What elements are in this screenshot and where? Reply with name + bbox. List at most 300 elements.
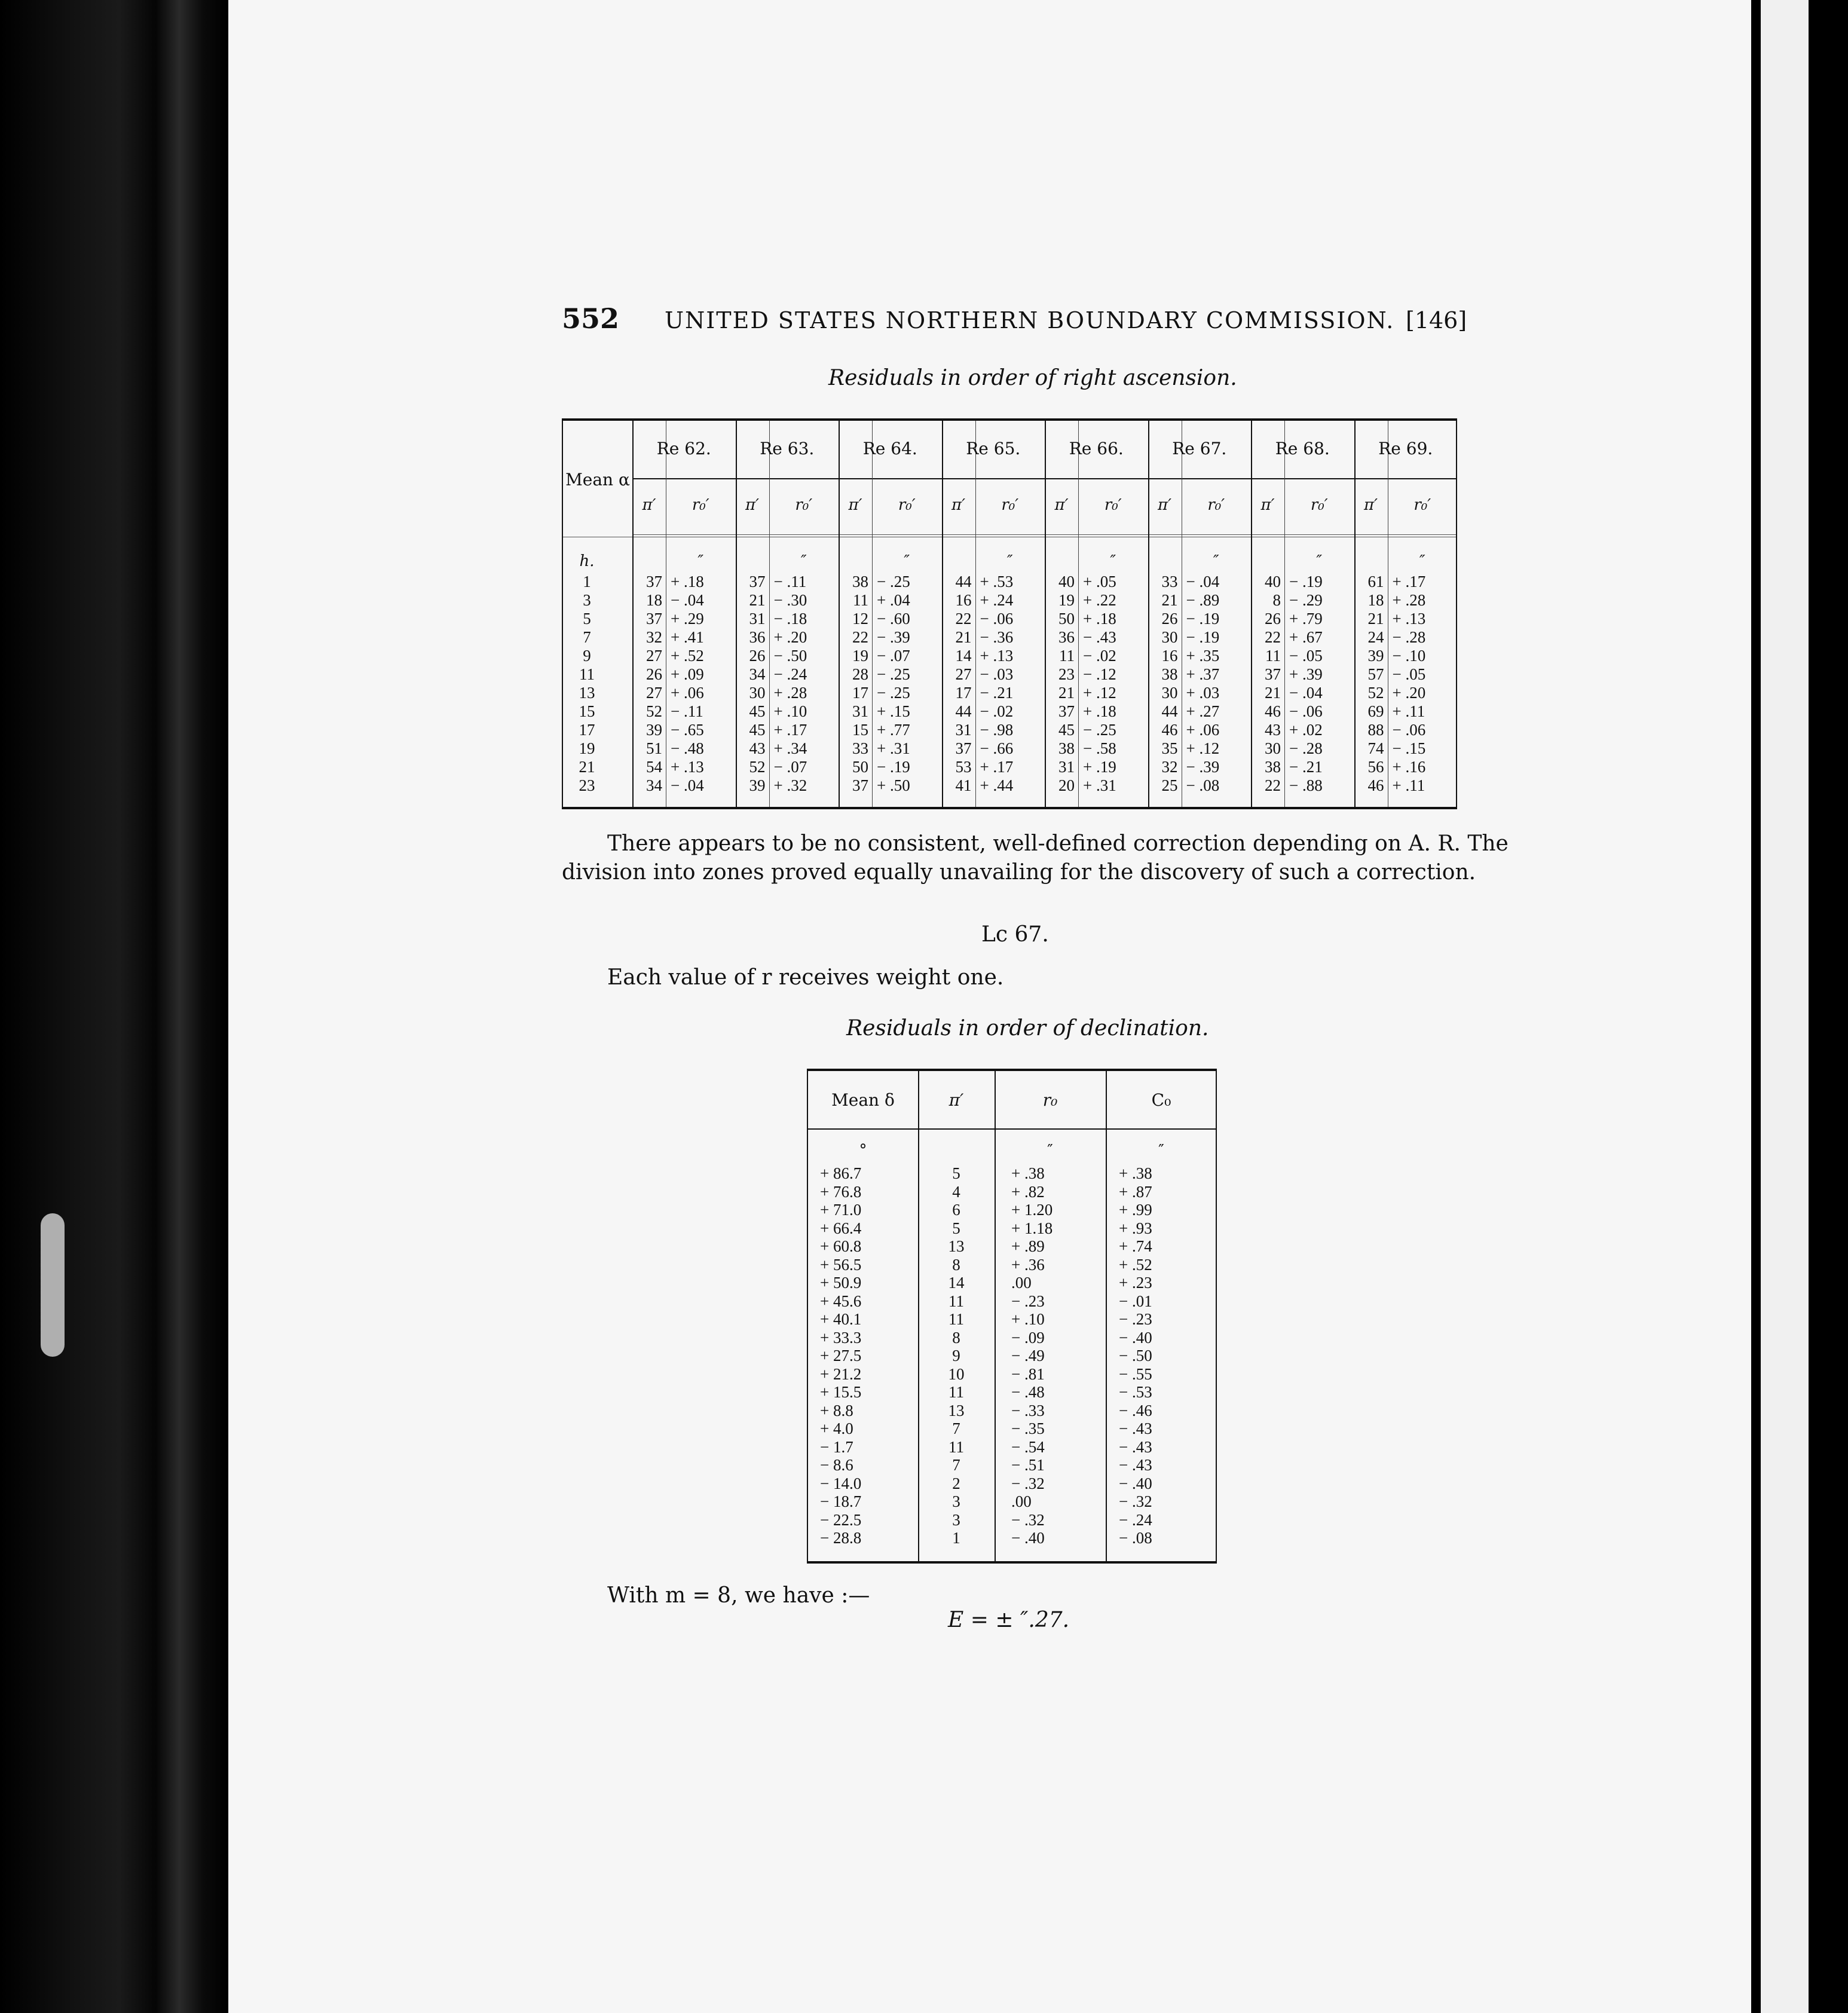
residual-cell: + .18 bbox=[1083, 610, 1116, 628]
residual-cell: − .19 bbox=[1289, 573, 1323, 591]
residual-cell: + .37 bbox=[1186, 665, 1220, 683]
next-page-edge bbox=[1761, 0, 1809, 2013]
mean-delta-cell: + 56.5 bbox=[820, 1255, 862, 1274]
residual-cell: + .05 bbox=[1083, 573, 1116, 591]
r0-column bbox=[1011, 1164, 1101, 1547]
table1-group-rule bbox=[1045, 421, 1046, 807]
group-header: Re 63. bbox=[760, 439, 815, 458]
pi-cell: 14 bbox=[955, 647, 972, 665]
table1-sub-rule bbox=[872, 421, 873, 807]
residual-cell: + .19 bbox=[1083, 758, 1116, 776]
r-subheader: r₀′ bbox=[1207, 496, 1225, 514]
r0-cell: + .38 bbox=[1011, 1164, 1045, 1182]
c0-cell: − .43 bbox=[1119, 1437, 1152, 1456]
residual-column bbox=[774, 573, 836, 795]
c0-cell: − .08 bbox=[1119, 1529, 1152, 1547]
pi-cell: 39 bbox=[1367, 647, 1384, 665]
residual-cell: + .77 bbox=[877, 721, 910, 739]
pi-cell: 46 bbox=[1367, 776, 1384, 794]
residual-cell: − .11 bbox=[671, 702, 703, 720]
pi-cell: 26 bbox=[1265, 610, 1281, 628]
mean-delta-cell: − 8.6 bbox=[820, 1456, 853, 1474]
paragraph-1-line-2: division into zones proved equally unavailing for the discovery of such a correction. bbox=[562, 860, 1476, 885]
r0-cell: − .48 bbox=[1011, 1383, 1045, 1401]
pi-subheader: π′ bbox=[1054, 496, 1069, 514]
pi-subheader: π′ bbox=[1158, 496, 1171, 514]
running-title: UNITED STATES NORTHERN BOUNDARY COMMISSION. bbox=[665, 307, 1395, 334]
c0-cell: + .74 bbox=[1119, 1237, 1152, 1255]
residual-cell: − .08 bbox=[1186, 776, 1220, 794]
seconds-unit: ″ bbox=[1006, 552, 1013, 570]
residual-cell: + .39 bbox=[1289, 665, 1323, 683]
pi-cell: 31 bbox=[749, 610, 766, 628]
residual-cell: + .20 bbox=[1392, 684, 1426, 702]
pi-cell: 44 bbox=[955, 573, 972, 591]
pi-cell: 11 bbox=[949, 1310, 964, 1328]
pi-cell: 32 bbox=[646, 628, 662, 646]
r0-cell: − .51 bbox=[1011, 1456, 1045, 1474]
pi-cell: 38 bbox=[852, 573, 868, 591]
pi-cell: 2 bbox=[952, 1474, 960, 1492]
c0-header: C₀ bbox=[1151, 1090, 1171, 1110]
paragraph-2: Each value of r receives weight one. bbox=[607, 965, 1004, 990]
pi-cell: 52 bbox=[749, 758, 766, 776]
pi-header: π′ bbox=[949, 1090, 964, 1110]
r0-cell: − .33 bbox=[1011, 1401, 1045, 1419]
table1-group-rule bbox=[942, 421, 943, 807]
residual-cell: − .05 bbox=[1392, 665, 1426, 683]
pi-cell: 8 bbox=[952, 1328, 960, 1347]
r0-unit: ″ bbox=[1047, 1142, 1053, 1160]
pi-cell: 30 bbox=[1265, 739, 1281, 757]
pi-cell: 24 bbox=[1367, 628, 1384, 646]
pi-cell: 43 bbox=[1265, 721, 1281, 739]
pi-cell: 39 bbox=[749, 776, 766, 794]
residual-cell: − .02 bbox=[1083, 647, 1116, 665]
pi-cell: 46 bbox=[1161, 721, 1178, 739]
r0-cell: + .89 bbox=[1011, 1237, 1045, 1255]
residual-column bbox=[980, 573, 1042, 795]
pi-cell: 45 bbox=[1058, 721, 1075, 739]
pi-cell: 46 bbox=[1265, 702, 1281, 720]
residual-cell: + .11 bbox=[1392, 776, 1425, 794]
table1-group-rule bbox=[736, 421, 737, 807]
formula: E = ± ″.27. bbox=[948, 1608, 1070, 1632]
section-number: [146] bbox=[1406, 307, 1467, 334]
residual-cell: − .02 bbox=[980, 702, 1014, 720]
residual-cell: − .39 bbox=[1186, 758, 1220, 776]
pi-cell: 3 bbox=[952, 1510, 960, 1529]
pi-cell: 8 bbox=[952, 1255, 960, 1274]
c0-cell: − .55 bbox=[1119, 1365, 1152, 1383]
residual-cell: − .48 bbox=[671, 739, 704, 757]
r0-cell: + .10 bbox=[1011, 1310, 1045, 1328]
page-number: 552 bbox=[562, 302, 620, 335]
pi-cell: 30 bbox=[1161, 628, 1178, 646]
mean-delta-unit: ° bbox=[859, 1142, 867, 1160]
pi-cell: 27 bbox=[646, 684, 662, 702]
residual-cell: − .24 bbox=[773, 665, 807, 683]
table1-sub-rule bbox=[975, 421, 976, 807]
running-head bbox=[562, 302, 1467, 341]
residual-cell: + .35 bbox=[1186, 647, 1220, 665]
residual-cell: − .39 bbox=[877, 628, 910, 646]
c0-cell: + .93 bbox=[1119, 1219, 1152, 1237]
pi-cell: 37 bbox=[955, 739, 972, 757]
r0-cell: .00 bbox=[1011, 1274, 1032, 1292]
residuals-ra-table bbox=[562, 418, 1457, 809]
residual-cell: − .50 bbox=[773, 647, 807, 665]
pi-cell: 11 bbox=[949, 1292, 964, 1310]
residual-cell: − .29 bbox=[1289, 591, 1323, 609]
residual-cell: + .16 bbox=[1392, 758, 1426, 776]
pi-cell: 8 bbox=[1272, 591, 1281, 609]
pi-cell: 39 bbox=[646, 721, 662, 739]
r-subheader: r₀′ bbox=[1310, 496, 1328, 514]
table1-subheader-rule bbox=[632, 534, 1456, 535]
pi-cell: 26 bbox=[749, 647, 766, 665]
pi-cell: 28 bbox=[852, 665, 868, 683]
c0-cell: − .32 bbox=[1119, 1492, 1152, 1510]
mean-delta-cell: − 28.8 bbox=[820, 1529, 862, 1547]
seconds-unit: ″ bbox=[1213, 552, 1219, 570]
residual-cell: − .30 bbox=[773, 591, 807, 609]
residual-cell: − .25 bbox=[877, 573, 910, 591]
residual-cell: + .10 bbox=[773, 702, 807, 720]
mean-delta-cell: + 45.6 bbox=[820, 1292, 862, 1310]
residual-cell: − .11 bbox=[773, 573, 807, 591]
residuals-dec-table bbox=[807, 1069, 1217, 1564]
seconds-unit: ″ bbox=[800, 552, 807, 570]
r0-cell: − .09 bbox=[1011, 1328, 1045, 1347]
group-header: Re 64. bbox=[862, 439, 917, 458]
group-header: Re 65. bbox=[966, 439, 1021, 458]
pi-cell: 26 bbox=[646, 665, 662, 683]
pi-cell: 38 bbox=[1161, 665, 1178, 683]
pi-cell: 37 bbox=[646, 573, 662, 591]
pi-cell: 36 bbox=[1058, 628, 1075, 646]
pi-cell: 18 bbox=[1367, 591, 1384, 609]
c0-cell: − .01 bbox=[1119, 1292, 1152, 1310]
mean-delta-cell: + 15.5 bbox=[820, 1383, 862, 1401]
c0-cell: − .50 bbox=[1119, 1347, 1152, 1365]
pi-cell: 13 bbox=[948, 1401, 965, 1419]
mean-delta-cell: − 22.5 bbox=[820, 1510, 862, 1529]
residual-cell: − .60 bbox=[877, 610, 910, 628]
residual-cell: + .04 bbox=[877, 591, 910, 609]
pi-subheader: π′ bbox=[1364, 496, 1378, 514]
pi-cell: 61 bbox=[1367, 573, 1384, 591]
residual-cell: + .34 bbox=[773, 739, 807, 757]
residual-cell: + .28 bbox=[1392, 591, 1426, 609]
residual-cell: − .04 bbox=[671, 776, 704, 794]
r0-cell: − .35 bbox=[1011, 1419, 1045, 1437]
residual-cell: − .04 bbox=[1289, 684, 1323, 702]
residual-column bbox=[877, 573, 938, 795]
c0-cell: − .43 bbox=[1119, 1456, 1152, 1474]
pi-cell: 18 bbox=[646, 591, 662, 609]
table2-caption: Residuals in order of declination. bbox=[846, 1016, 1209, 1041]
residual-cell: − .04 bbox=[671, 591, 704, 609]
residual-cell: − .04 bbox=[1186, 573, 1220, 591]
mean-alpha-cell: 7 bbox=[583, 628, 591, 646]
pi-cell: 14 bbox=[948, 1274, 965, 1292]
residual-cell: − .28 bbox=[1289, 739, 1323, 757]
mean-alpha-cell: 5 bbox=[583, 610, 591, 628]
pi-cell: 11 bbox=[1265, 647, 1281, 665]
pi-cell: 45 bbox=[749, 721, 766, 739]
mean-alpha-cell: 21 bbox=[579, 758, 595, 776]
residual-column bbox=[1186, 573, 1248, 795]
residual-column bbox=[1393, 573, 1454, 795]
scan-artifact bbox=[41, 1213, 65, 1357]
pi-subheader: π′ bbox=[848, 496, 862, 514]
residual-cell: + .50 bbox=[877, 776, 910, 794]
r-subheader: r₀′ bbox=[1104, 496, 1122, 514]
pi-cell: 74 bbox=[1367, 739, 1384, 757]
paragraph-1-line-1: There appears to be no consistent, well-defined correction depending on A. R. The bbox=[607, 831, 1509, 856]
pi-cell: 15 bbox=[852, 721, 868, 739]
residual-cell: − .98 bbox=[980, 721, 1014, 739]
pi-cell: 12 bbox=[852, 610, 868, 628]
residual-cell: + .29 bbox=[671, 610, 704, 628]
pi-cell: 50 bbox=[852, 758, 868, 776]
pi-cell: 5 bbox=[952, 1219, 960, 1237]
pi-cell: 52 bbox=[646, 702, 662, 720]
residual-cell: − .66 bbox=[980, 739, 1014, 757]
residual-cell: + .32 bbox=[773, 776, 807, 794]
mean-delta-cell: + 33.3 bbox=[820, 1328, 862, 1347]
c0-cell: + .87 bbox=[1119, 1182, 1152, 1201]
pi-cell: 27 bbox=[646, 647, 662, 665]
pi-cell: 22 bbox=[955, 610, 972, 628]
residual-cell: + .17 bbox=[773, 721, 807, 739]
r0-cell: + 1.20 bbox=[1011, 1201, 1053, 1219]
mean-delta-cell: + 76.8 bbox=[820, 1182, 862, 1201]
pi-cell: 37 bbox=[749, 573, 766, 591]
residual-cell: − .21 bbox=[1289, 758, 1323, 776]
pi-cell: 21 bbox=[1367, 610, 1384, 628]
pi-cell: 52 bbox=[1367, 684, 1384, 702]
pi-cell: 27 bbox=[955, 665, 972, 683]
r-subheader: r₀′ bbox=[692, 496, 709, 514]
pi-cell: 11 bbox=[1059, 647, 1075, 665]
residual-cell: + .09 bbox=[671, 665, 704, 683]
pi-cell: 88 bbox=[1367, 721, 1384, 739]
r-subheader: r₀′ bbox=[1413, 496, 1431, 514]
residual-cell: + .06 bbox=[1186, 721, 1220, 739]
r0-cell: − .54 bbox=[1011, 1437, 1045, 1456]
pi-cell: 40 bbox=[1265, 573, 1281, 591]
r0-cell: + 1.18 bbox=[1011, 1219, 1053, 1237]
pi-cell: 43 bbox=[749, 739, 766, 757]
table1-group-rule bbox=[632, 478, 1456, 479]
residual-cell: − .18 bbox=[773, 610, 807, 628]
pi-cell: 44 bbox=[1161, 702, 1178, 720]
residual-cell: + .52 bbox=[671, 647, 704, 665]
residual-cell: − .25 bbox=[877, 684, 910, 702]
r0-cell: − .49 bbox=[1011, 1347, 1045, 1365]
mean-delta-cell: − 14.0 bbox=[820, 1474, 862, 1492]
pi-cell: 38 bbox=[1058, 739, 1075, 757]
pi-cell: 33 bbox=[852, 739, 868, 757]
c0-cell: − .53 bbox=[1119, 1383, 1152, 1401]
r0-header: r₀ bbox=[1042, 1090, 1058, 1110]
pi-cell: 22 bbox=[1265, 628, 1281, 646]
pi-cell: 17 bbox=[852, 684, 868, 702]
residual-cell: − .19 bbox=[1186, 628, 1220, 646]
seconds-unit: ″ bbox=[697, 552, 704, 570]
group-header: Re 66. bbox=[1069, 439, 1124, 458]
residual-cell: + .11 bbox=[1392, 702, 1425, 720]
pi-cell: 37 bbox=[1265, 665, 1281, 683]
residual-cell: − .88 bbox=[1289, 776, 1323, 794]
scan-border-left bbox=[0, 0, 228, 2013]
pi-cell: 21 bbox=[1161, 591, 1178, 609]
mean-delta-cell: + 8.8 bbox=[820, 1401, 853, 1419]
table1-sub-rule bbox=[769, 421, 770, 807]
residual-cell: − .21 bbox=[980, 684, 1014, 702]
residual-cell: − .25 bbox=[1083, 721, 1116, 739]
c0-cell: − .43 bbox=[1119, 1419, 1152, 1437]
mean-delta-cell: + 4.0 bbox=[820, 1419, 853, 1437]
mean-delta-cell: + 86.7 bbox=[820, 1164, 862, 1182]
mean-alpha-cell: 15 bbox=[579, 702, 595, 720]
residual-cell: − .06 bbox=[980, 610, 1014, 628]
pi-column bbox=[841, 573, 868, 795]
pi-cell: 37 bbox=[852, 776, 868, 794]
residual-cell: + .15 bbox=[877, 702, 910, 720]
pi-cell: 38 bbox=[1265, 758, 1281, 776]
residual-cell: + .53 bbox=[980, 573, 1014, 591]
residual-cell: + .18 bbox=[1083, 702, 1116, 720]
mean-alpha-header: Mean α bbox=[565, 470, 630, 490]
pi-cell: 23 bbox=[1058, 665, 1075, 683]
pi-cell: 35 bbox=[1161, 739, 1178, 757]
residual-cell: − .43 bbox=[1083, 628, 1116, 646]
pi-cell: 10 bbox=[948, 1365, 965, 1383]
pi-cell: 37 bbox=[1058, 702, 1075, 720]
pi-cell: 22 bbox=[852, 628, 868, 646]
pi-cell: 7 bbox=[952, 1419, 960, 1437]
seconds-unit: ″ bbox=[1419, 552, 1425, 570]
pi-cell: 22 bbox=[1265, 776, 1281, 794]
pi-cell: 21 bbox=[749, 591, 766, 609]
pi-column bbox=[944, 573, 972, 795]
pi-column bbox=[635, 573, 662, 795]
pi-cell: 45 bbox=[749, 702, 766, 720]
residual-cell: + .03 bbox=[1186, 684, 1220, 702]
group-header: Re 67. bbox=[1172, 439, 1227, 458]
pi-column bbox=[1357, 573, 1384, 795]
mean-delta-cell: − 1.7 bbox=[820, 1437, 853, 1456]
pi-cell: 31 bbox=[852, 702, 868, 720]
pi-cell: 50 bbox=[1058, 610, 1075, 628]
pi-cell: 20 bbox=[1058, 776, 1075, 794]
table1-sub-rule bbox=[1078, 421, 1079, 807]
seconds-unit: ″ bbox=[904, 552, 910, 570]
mean-alpha-cell: 17 bbox=[579, 721, 595, 739]
mean-delta-cell: + 27.5 bbox=[820, 1347, 862, 1365]
pi-column bbox=[1047, 573, 1075, 795]
pi-subheader: π′ bbox=[642, 496, 656, 514]
mean-delta-cell: − 18.7 bbox=[820, 1492, 862, 1510]
residual-column bbox=[1289, 573, 1351, 795]
table1-group-rule bbox=[839, 421, 840, 807]
residual-cell: + .22 bbox=[1083, 591, 1116, 609]
r0-cell: − .32 bbox=[1011, 1474, 1045, 1492]
pi-cell: 5 bbox=[952, 1164, 960, 1182]
residual-cell: − .10 bbox=[1392, 647, 1426, 665]
pi-cell: 21 bbox=[955, 628, 972, 646]
r0-cell: + .36 bbox=[1011, 1255, 1045, 1274]
residual-column bbox=[1083, 573, 1145, 795]
r0-cell: − .32 bbox=[1011, 1510, 1045, 1529]
residual-cell: − .07 bbox=[877, 647, 910, 665]
residual-cell: + .06 bbox=[671, 684, 704, 702]
table1-sub-rule bbox=[1284, 421, 1285, 807]
group-header: Re 69. bbox=[1378, 439, 1433, 458]
pi-cell: 36 bbox=[749, 628, 766, 646]
pi-cell: 11 bbox=[853, 591, 868, 609]
pi-cell: 31 bbox=[1058, 758, 1075, 776]
pi-cell: 34 bbox=[749, 665, 766, 683]
residual-cell: − .05 bbox=[1289, 647, 1323, 665]
r0-cell: − .40 bbox=[1011, 1529, 1045, 1547]
residual-cell: + .27 bbox=[1186, 702, 1220, 720]
r0-cell: + .82 bbox=[1011, 1182, 1045, 1201]
residual-cell: + .41 bbox=[671, 628, 704, 646]
mean-delta-cell: + 21.2 bbox=[820, 1365, 862, 1383]
pi-cell: 6 bbox=[952, 1201, 960, 1219]
mean-delta-column bbox=[820, 1164, 910, 1547]
c0-cell: − .46 bbox=[1119, 1401, 1152, 1419]
seconds-unit: ″ bbox=[1316, 552, 1323, 570]
pi-cell: 21 bbox=[1265, 684, 1281, 702]
pi-subheader: π′ bbox=[951, 496, 965, 514]
pi-cell: 54 bbox=[646, 758, 662, 776]
residual-cell: + .17 bbox=[1392, 573, 1426, 591]
residual-column bbox=[671, 573, 732, 795]
table1-group-rule bbox=[1354, 421, 1356, 807]
c0-cell: + .52 bbox=[1119, 1255, 1152, 1274]
pi-cell: 19 bbox=[852, 647, 868, 665]
pi-cell: 44 bbox=[955, 702, 972, 720]
mean-alpha-cell: 19 bbox=[579, 739, 595, 757]
residual-cell: − .15 bbox=[1392, 739, 1426, 757]
pi-cell: 30 bbox=[749, 684, 766, 702]
residual-cell: − .28 bbox=[1392, 628, 1426, 646]
pi-cell: 4 bbox=[952, 1182, 960, 1201]
table1-caption: Residuals in order of right ascension. bbox=[828, 366, 1237, 390]
pi-cell: 30 bbox=[1161, 684, 1178, 702]
c0-column bbox=[1119, 1164, 1208, 1547]
residual-cell: + .20 bbox=[773, 628, 807, 646]
residual-cell: − .65 bbox=[671, 721, 704, 739]
pi-cell: 13 bbox=[948, 1237, 965, 1255]
pi-cell: 9 bbox=[952, 1347, 960, 1365]
residual-cell: − .89 bbox=[1186, 591, 1220, 609]
residual-cell: − .03 bbox=[980, 665, 1014, 683]
pi-cell: 19 bbox=[1058, 591, 1075, 609]
residual-cell: + .24 bbox=[980, 591, 1014, 609]
pi-cell: 51 bbox=[646, 739, 662, 757]
mean-delta-cell: + 50.9 bbox=[820, 1274, 862, 1292]
mean-alpha-cell: 23 bbox=[579, 776, 595, 794]
mean-delta-cell: + 40.1 bbox=[820, 1310, 862, 1328]
pi-cell: 21 bbox=[1058, 684, 1075, 702]
r0-cell: − .81 bbox=[1011, 1365, 1045, 1383]
